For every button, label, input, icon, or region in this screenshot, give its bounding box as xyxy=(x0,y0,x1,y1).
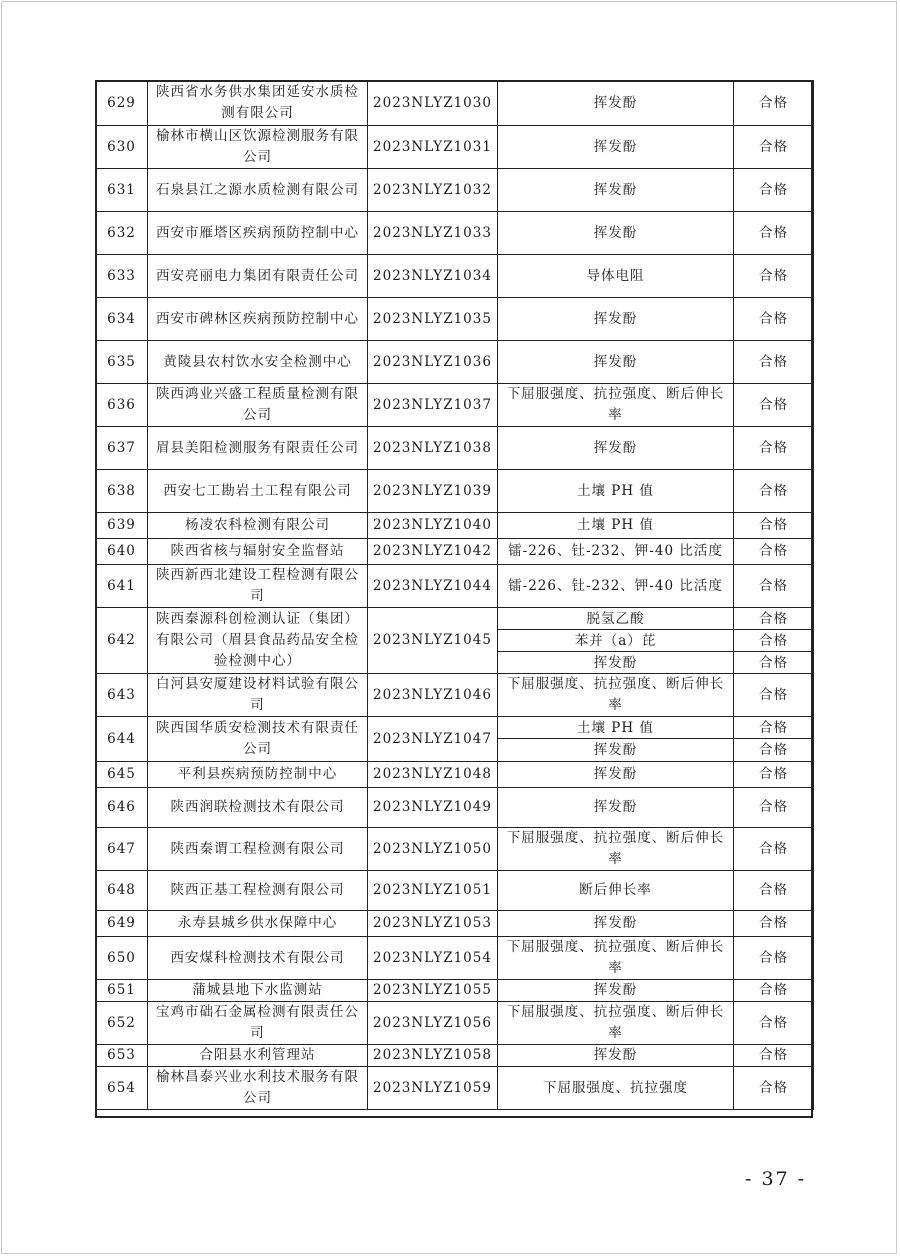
row-number: 643 xyxy=(96,674,148,717)
organization-name: 宝鸡市础石金属检测有限责任公司 xyxy=(148,1002,368,1045)
row-number: 652 xyxy=(96,1002,148,1045)
row-number: 653 xyxy=(96,1045,148,1067)
test-item: 脱氢乙酸 xyxy=(498,608,734,630)
sample-code: 2023NLYZ1036 xyxy=(368,341,498,384)
result-status: 合格 xyxy=(734,81,814,126)
table-row xyxy=(96,565,814,608)
table-row xyxy=(96,427,814,470)
result-status: 合格 xyxy=(734,739,814,762)
result-status: 合格 xyxy=(734,298,814,341)
page-number: - 37 - xyxy=(745,1168,807,1190)
organization-name: 白河县安厦建设材料试验有限公司 xyxy=(148,674,368,717)
table-row xyxy=(96,911,814,937)
table-row xyxy=(96,937,814,980)
results-table xyxy=(95,80,814,1110)
result-status: 合格 xyxy=(734,565,814,608)
result-status: 合格 xyxy=(734,384,814,427)
test-item: 挥发酚 xyxy=(498,126,734,169)
organization-name: 陕西省水务供水集团延安水质检测有限公司 xyxy=(148,81,368,126)
table-row xyxy=(96,608,814,630)
sample-code: 2023NLYZ1047 xyxy=(368,717,498,762)
result-status: 合格 xyxy=(734,255,814,298)
organization-name: 蒲城县地下水监测站 xyxy=(148,980,368,1002)
organization-name: 陕西国华质安检测技术有限责任公司 xyxy=(148,717,368,762)
sample-code: 2023NLYZ1032 xyxy=(368,169,498,212)
sample-code: 2023NLYZ1059 xyxy=(368,1067,498,1110)
sample-code: 2023NLYZ1056 xyxy=(368,1002,498,1045)
organization-name: 西安亮丽电力集团有限责任公司 xyxy=(148,255,368,298)
organization-name: 西安市雁塔区疾病预防控制中心 xyxy=(148,212,368,255)
test-item: 挥发酚 xyxy=(498,980,734,1002)
test-item: 挥发酚 xyxy=(498,81,734,126)
row-number: 638 xyxy=(96,470,148,513)
organization-name: 陕西润联检测技术有限公司 xyxy=(148,788,368,828)
organization-name: 平利县疾病预防控制中心 xyxy=(148,762,368,788)
table-row xyxy=(96,126,814,169)
organization-name: 陕西鸿业兴盛工程质量检测有限公司 xyxy=(148,384,368,427)
table-row xyxy=(96,788,814,828)
sample-code: 2023NLYZ1045 xyxy=(368,608,498,674)
row-number: 637 xyxy=(96,427,148,470)
table-row xyxy=(96,539,814,565)
sample-code: 2023NLYZ1058 xyxy=(368,1045,498,1067)
result-status: 合格 xyxy=(734,169,814,212)
sample-code: 2023NLYZ1054 xyxy=(368,937,498,980)
organization-name: 陕西秦源科创检测认证（集团）有限公司（眉县食品药品安全检验检测中心） xyxy=(148,608,368,674)
organization-name: 西安市碑林区疾病预防控制中心 xyxy=(148,298,368,341)
table-row xyxy=(96,384,814,427)
organization-name: 陕西正基工程检测有限公司 xyxy=(148,871,368,911)
result-status: 合格 xyxy=(734,630,814,652)
organization-name: 西安七工勘岩土工程有限公司 xyxy=(148,470,368,513)
sample-code: 2023NLYZ1055 xyxy=(368,980,498,1002)
organization-name: 杨凌农科检测有限公司 xyxy=(148,513,368,539)
sample-code: 2023NLYZ1053 xyxy=(368,911,498,937)
result-status: 合格 xyxy=(734,1045,814,1067)
test-item: 下屈服强度、抗拉强度、断后伸长率 xyxy=(498,1002,734,1045)
sample-code: 2023NLYZ1048 xyxy=(368,762,498,788)
organization-name: 永寿县城乡供水保障中心 xyxy=(148,911,368,937)
sample-code: 2023NLYZ1037 xyxy=(368,384,498,427)
result-status: 合格 xyxy=(734,1002,814,1045)
table-row xyxy=(96,470,814,513)
row-number: 629 xyxy=(96,81,148,126)
organization-name: 石泉县江之源水质检测有限公司 xyxy=(148,169,368,212)
row-number: 651 xyxy=(96,980,148,1002)
table-row xyxy=(96,674,814,717)
test-item: 土壤 PH 值 xyxy=(498,513,734,539)
sample-code: 2023NLYZ1049 xyxy=(368,788,498,828)
row-number: 642 xyxy=(96,608,148,674)
row-number: 634 xyxy=(96,298,148,341)
result-status: 合格 xyxy=(734,828,814,871)
test-item: 导体电阻 xyxy=(498,255,734,298)
row-number: 644 xyxy=(96,717,148,762)
test-item: 挥发酚 xyxy=(498,911,734,937)
table-row xyxy=(96,762,814,788)
results-table-body xyxy=(96,81,814,1110)
table-row xyxy=(96,81,814,126)
test-item: 挥发酚 xyxy=(498,298,734,341)
row-number: 648 xyxy=(96,871,148,911)
result-status: 合格 xyxy=(734,608,814,630)
test-item: 挥发酚 xyxy=(498,427,734,470)
sample-code: 2023NLYZ1051 xyxy=(368,871,498,911)
result-status: 合格 xyxy=(734,341,814,384)
result-status: 合格 xyxy=(734,788,814,828)
organization-name: 陕西省核与辐射安全监督站 xyxy=(148,539,368,565)
test-item: 断后伸长率 xyxy=(498,871,734,911)
test-item: 苯并（a）芘 xyxy=(498,630,734,652)
sample-code: 2023NLYZ1042 xyxy=(368,539,498,565)
sample-code: 2023NLYZ1046 xyxy=(368,674,498,717)
test-item: 土壤 PH 值 xyxy=(498,717,734,739)
result-status: 合格 xyxy=(734,470,814,513)
test-item: 挥发酚 xyxy=(498,739,734,762)
table-row xyxy=(96,871,814,911)
row-number: 649 xyxy=(96,911,148,937)
result-status: 合格 xyxy=(734,937,814,980)
sample-code: 2023NLYZ1031 xyxy=(368,126,498,169)
test-item: 下屈服强度、抗拉强度 xyxy=(498,1067,734,1110)
result-status: 合格 xyxy=(734,539,814,565)
test-item: 挥发酚 xyxy=(498,788,734,828)
table-row xyxy=(96,255,814,298)
result-status: 合格 xyxy=(734,717,814,739)
organization-name: 榆林昌泰兴业水利技术服务有限公司 xyxy=(148,1067,368,1110)
test-item: 下屈服强度、抗拉强度、断后伸长率 xyxy=(498,828,734,871)
table-row xyxy=(96,1002,814,1045)
organization-name: 陕西新西北建设工程检测有限公司 xyxy=(148,565,368,608)
sample-code: 2023NLYZ1038 xyxy=(368,427,498,470)
row-number: 633 xyxy=(96,255,148,298)
sample-code: 2023NLYZ1030 xyxy=(368,81,498,126)
result-status: 合格 xyxy=(734,1067,814,1110)
row-number: 639 xyxy=(96,513,148,539)
result-status: 合格 xyxy=(734,212,814,255)
sample-code: 2023NLYZ1033 xyxy=(368,212,498,255)
test-item: 挥发酚 xyxy=(498,652,734,674)
organization-name: 黄陵县农村饮水安全检测中心 xyxy=(148,341,368,384)
organization-name: 榆林市横山区饮源检测服务有限公司 xyxy=(148,126,368,169)
sample-code: 2023NLYZ1050 xyxy=(368,828,498,871)
result-status: 合格 xyxy=(734,911,814,937)
sample-code: 2023NLYZ1035 xyxy=(368,298,498,341)
row-number: 647 xyxy=(96,828,148,871)
organization-name: 合阳县水利管理站 xyxy=(148,1045,368,1067)
table-row xyxy=(96,717,814,739)
sample-code: 2023NLYZ1034 xyxy=(368,255,498,298)
test-item: 挥发酚 xyxy=(498,341,734,384)
row-number: 631 xyxy=(96,169,148,212)
table-row xyxy=(96,828,814,871)
test-item: 挥发酚 xyxy=(498,1045,734,1067)
result-status: 合格 xyxy=(734,980,814,1002)
table-row xyxy=(96,212,814,255)
row-number: 654 xyxy=(96,1067,148,1110)
table-row xyxy=(96,298,814,341)
table-row xyxy=(96,1045,814,1067)
sample-code: 2023NLYZ1039 xyxy=(368,470,498,513)
result-status: 合格 xyxy=(734,427,814,470)
row-number: 632 xyxy=(96,212,148,255)
sample-code: 2023NLYZ1040 xyxy=(368,513,498,539)
organization-name: 西安煤科检测技术有限公司 xyxy=(148,937,368,980)
row-number: 650 xyxy=(96,937,148,980)
row-number: 635 xyxy=(96,341,148,384)
organization-name: 眉县美阳检测服务有限责任公司 xyxy=(148,427,368,470)
result-status: 合格 xyxy=(734,762,814,788)
table-row xyxy=(96,513,814,539)
test-item: 下屈服强度、抗拉强度、断后伸长率 xyxy=(498,384,734,427)
test-item: 下屈服强度、抗拉强度、断后伸长率 xyxy=(498,674,734,717)
result-status: 合格 xyxy=(734,674,814,717)
result-status: 合格 xyxy=(734,871,814,911)
table-row xyxy=(96,169,814,212)
test-item: 挥发酚 xyxy=(498,169,734,212)
sample-code: 2023NLYZ1044 xyxy=(368,565,498,608)
organization-name: 陕西秦谓工程检测有限公司 xyxy=(148,828,368,871)
test-item: 镭-226、钍-232、钾-40 比活度 xyxy=(498,539,734,565)
table-row xyxy=(96,980,814,1002)
row-number: 630 xyxy=(96,126,148,169)
row-number: 636 xyxy=(96,384,148,427)
result-status: 合格 xyxy=(734,126,814,169)
test-item: 镭-226、钍-232、钾-40 比活度 xyxy=(498,565,734,608)
row-number: 646 xyxy=(96,788,148,828)
table-row xyxy=(96,341,814,384)
test-item: 下屈服强度、抗拉强度、断后伸长率 xyxy=(498,937,734,980)
result-status: 合格 xyxy=(734,652,814,674)
row-number: 645 xyxy=(96,762,148,788)
row-number: 641 xyxy=(96,565,148,608)
test-item: 挥发酚 xyxy=(498,212,734,255)
result-status: 合格 xyxy=(734,513,814,539)
row-number: 640 xyxy=(96,539,148,565)
table-row xyxy=(96,1067,814,1110)
test-item: 挥发酚 xyxy=(498,762,734,788)
test-item: 土壤 PH 值 xyxy=(498,470,734,513)
